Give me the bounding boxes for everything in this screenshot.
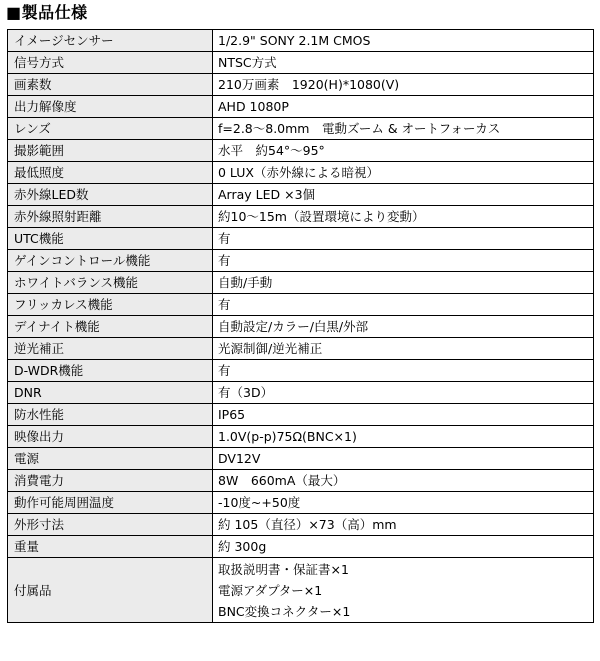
accessory-list (213, 558, 594, 623)
spec-value: 水平 約54°～95° (213, 140, 594, 162)
table-row (8, 382, 594, 404)
spec-label: 付属品 (8, 558, 213, 623)
table-row (8, 536, 594, 558)
spec-label: 出力解像度 (8, 96, 213, 118)
table-row (8, 492, 594, 514)
accessory-item: 取扱説明書・保証書×1 (218, 561, 349, 577)
spec-label: 電源 (8, 448, 213, 470)
table-row (8, 448, 594, 470)
spec-value: 0 LUX（赤外線による暗視） (213, 162, 594, 184)
spec-value: 有（3D） (213, 382, 594, 404)
table-row (8, 162, 594, 184)
page-title: ■製品仕様 (6, 3, 88, 22)
spec-label: 動作可能周囲温度 (8, 492, 213, 514)
spec-value: DV12V (213, 448, 594, 470)
spec-label: 映像出力 (8, 426, 213, 448)
table-row (8, 250, 594, 272)
spec-value: 有 (213, 250, 594, 272)
table-row (8, 316, 594, 338)
spec-label: ゲインコントロール機能 (8, 250, 213, 272)
spec-value: 約10～15m（設置環境により変動） (213, 206, 594, 228)
spec-value: 1.0V(p-p)75Ω(BNC×1) (213, 426, 594, 448)
spec-label: D-WDR機能 (8, 360, 213, 382)
spec-value: 光源制御/逆光補正 (213, 338, 594, 360)
spec-label: ホワイトバランス機能 (8, 272, 213, 294)
spec-label: イメージセンサー (8, 30, 213, 52)
table-row (8, 426, 594, 448)
spec-label: DNR (8, 382, 213, 404)
spec-label: 最低照度 (8, 162, 213, 184)
table-row (8, 74, 594, 96)
table-row (8, 96, 594, 118)
table-row (8, 228, 594, 250)
spec-value: 1/2.9" SONY 2.1M CMOS (213, 30, 594, 52)
table-row-accessories (8, 558, 594, 623)
spec-label: 撮影範囲 (8, 140, 213, 162)
spec-value: 有 (213, 228, 594, 250)
spec-label: デイナイト機能 (8, 316, 213, 338)
spec-value: 210万画素 1920(H)*1080(V) (213, 74, 594, 96)
table-row (8, 272, 594, 294)
table-row (8, 294, 594, 316)
spec-value: NTSC方式 (213, 52, 594, 74)
table-row (8, 184, 594, 206)
spec-label: 赤外線LED数 (8, 184, 213, 206)
table-row (8, 404, 594, 426)
accessory-item: 電源アダプター×1 (218, 582, 323, 598)
table-row (8, 338, 594, 360)
spec-value: 8W 660mA（最大） (213, 470, 594, 492)
spec-value: Array LED ×3個 (213, 184, 594, 206)
table-row (8, 30, 594, 52)
spec-label: 画素数 (8, 74, 213, 96)
spec-label: レンズ (8, 118, 213, 140)
spec-label: 消費電力 (8, 470, 213, 492)
spec-label: 重量 (8, 536, 213, 558)
table-row (8, 514, 594, 536)
accessory-item: BNC変換コネクター×1 (218, 603, 351, 619)
spec-value: 約 105（直径）×73（高）mm (213, 514, 594, 536)
spec-value: -10度~+50度 (213, 492, 594, 514)
spec-value: 自動設定/カラー/白黒/外部 (213, 316, 594, 338)
spec-label: 防水性能 (8, 404, 213, 426)
table-row (8, 118, 594, 140)
spec-label: 逆光補正 (8, 338, 213, 360)
spec-value: IP65 (213, 404, 594, 426)
spec-value: 有 (213, 294, 594, 316)
spec-value: AHD 1080P (213, 96, 594, 118)
spec-label: 外形寸法 (8, 514, 213, 536)
spec-label: UTC機能 (8, 228, 213, 250)
table-row (8, 360, 594, 382)
table-row (8, 52, 594, 74)
spec-value: f=2.8～8.0mm 電動ズーム & オートフォーカス (213, 118, 594, 140)
spec-value: 自動/手動 (213, 272, 594, 294)
table-row (8, 206, 594, 228)
spec-label: 赤外線照射距離 (8, 206, 213, 228)
spec-label: 信号方式 (8, 52, 213, 74)
table-row (8, 140, 594, 162)
spec-value: 有 (213, 360, 594, 382)
spec-table (7, 29, 594, 623)
spec-value: 約 300g (213, 536, 594, 558)
spec-label: フリッカレス機能 (8, 294, 213, 316)
table-row (8, 470, 594, 492)
